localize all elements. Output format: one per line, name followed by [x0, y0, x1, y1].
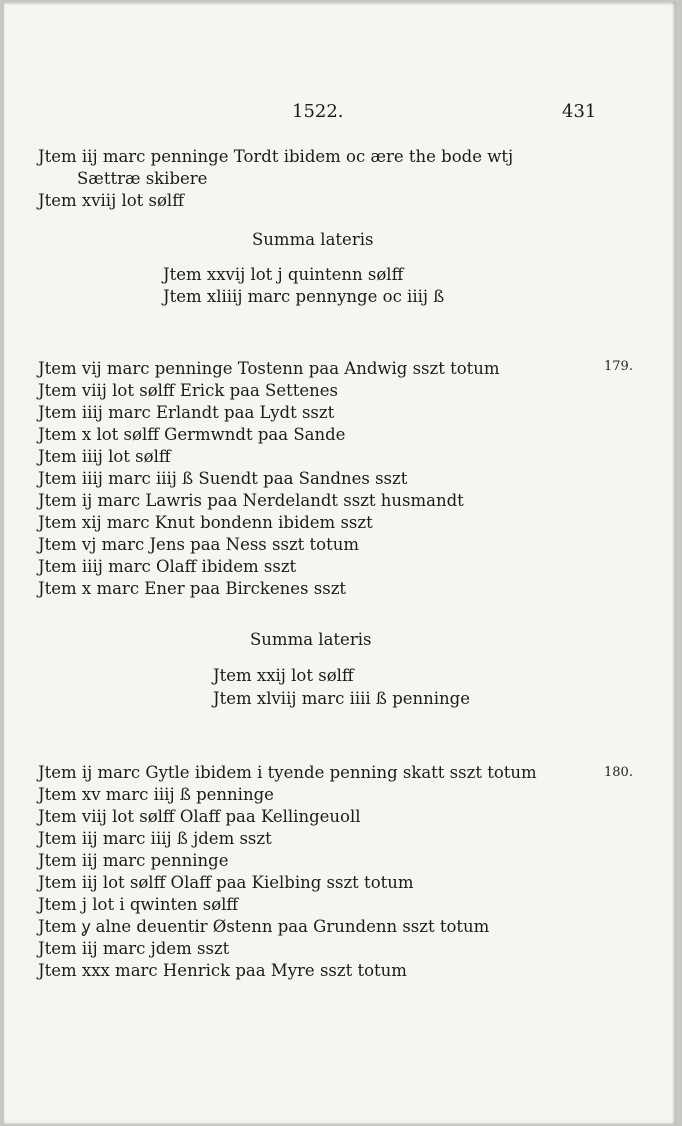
text-line: Jtem ij marc Gytle ibidem i tyende penning skatt sszt totum — [38, 763, 537, 782]
text-line: Jtem iiij marc iiij ß Suendt paa Sandnes sszt — [38, 469, 408, 488]
text-line: Jtem xviij lot sølff — [38, 191, 184, 210]
total-line: Jtem xxvij lot j quintenn sølff — [163, 265, 404, 284]
text-line: Jtem viij lot sølff Olaff paa Kellingeuoll — [38, 807, 361, 826]
text-line: Jtem iiij lot sølff — [38, 447, 171, 466]
text-line: Jtem iij marc penninge Tordt ibidem oc ære the bode wtj — [38, 147, 514, 166]
margin-number: 179. — [604, 359, 633, 374]
text-line: Jtem xxx marc Henrick paa Myre sszt totum — [38, 961, 407, 980]
text-line: Jtem xv marc iiij ß penninge — [38, 785, 274, 804]
page-year: 1522. — [292, 101, 344, 122]
text-line: Jtem iij marc iiij ß jdem sszt — [38, 829, 272, 848]
text-line: Jtem vj marc Jens paa Ness sszt totum — [38, 535, 359, 554]
total-line: Jtem xxij lot sølff — [213, 666, 354, 685]
text-line: Jtem iij marc penninge — [38, 851, 229, 870]
text-line: Jtem xij marc Knut bondenn ibidem sszt — [38, 513, 373, 532]
total-line: Jtem xlviij marc iiii ß penninge — [213, 689, 471, 708]
page-number: 431 — [562, 101, 597, 122]
text-line: Jtem vij marc penninge Tostenn paa Andwig sszt totum — [38, 359, 500, 378]
total-line: Jtem xliiij marc pennynge oc iiij ß — [163, 287, 445, 306]
document-page — [4, 2, 676, 1124]
text-line: Jtem j lot i qwinten sølff — [38, 895, 239, 914]
text-line: Jtem iij marc jdem sszt — [38, 939, 230, 958]
text-line: Jtem x lot sølff Germwndt paa Sande — [38, 425, 346, 444]
text-line: Jtem iiij marc Erlandt paa Lydt sszt — [38, 403, 335, 422]
margin-number: 180. — [604, 765, 633, 780]
text-line: Sættræ skibere — [77, 169, 208, 188]
summa-heading: Summa lateris — [252, 230, 374, 249]
text-line: Jtem x marc Ener paa Birckenes sszt — [38, 579, 347, 598]
text-line: Jtem iiij marc Olaff ibidem sszt — [38, 557, 297, 576]
text-line: Jtem viij lot sølff Erick paa Settenes — [38, 381, 338, 400]
text-line: Jtem iij lot sølff Olaff paa Kielbing sszt totum — [38, 873, 414, 892]
summa-heading: Summa lateris — [250, 630, 372, 649]
text-line: Jtem ij marc Lawris paa Nerdelandt sszt husmandt — [38, 491, 464, 510]
text-line: Jtem ỿ alne deuentir Østenn paa Grundenn sszt totum — [38, 917, 490, 936]
